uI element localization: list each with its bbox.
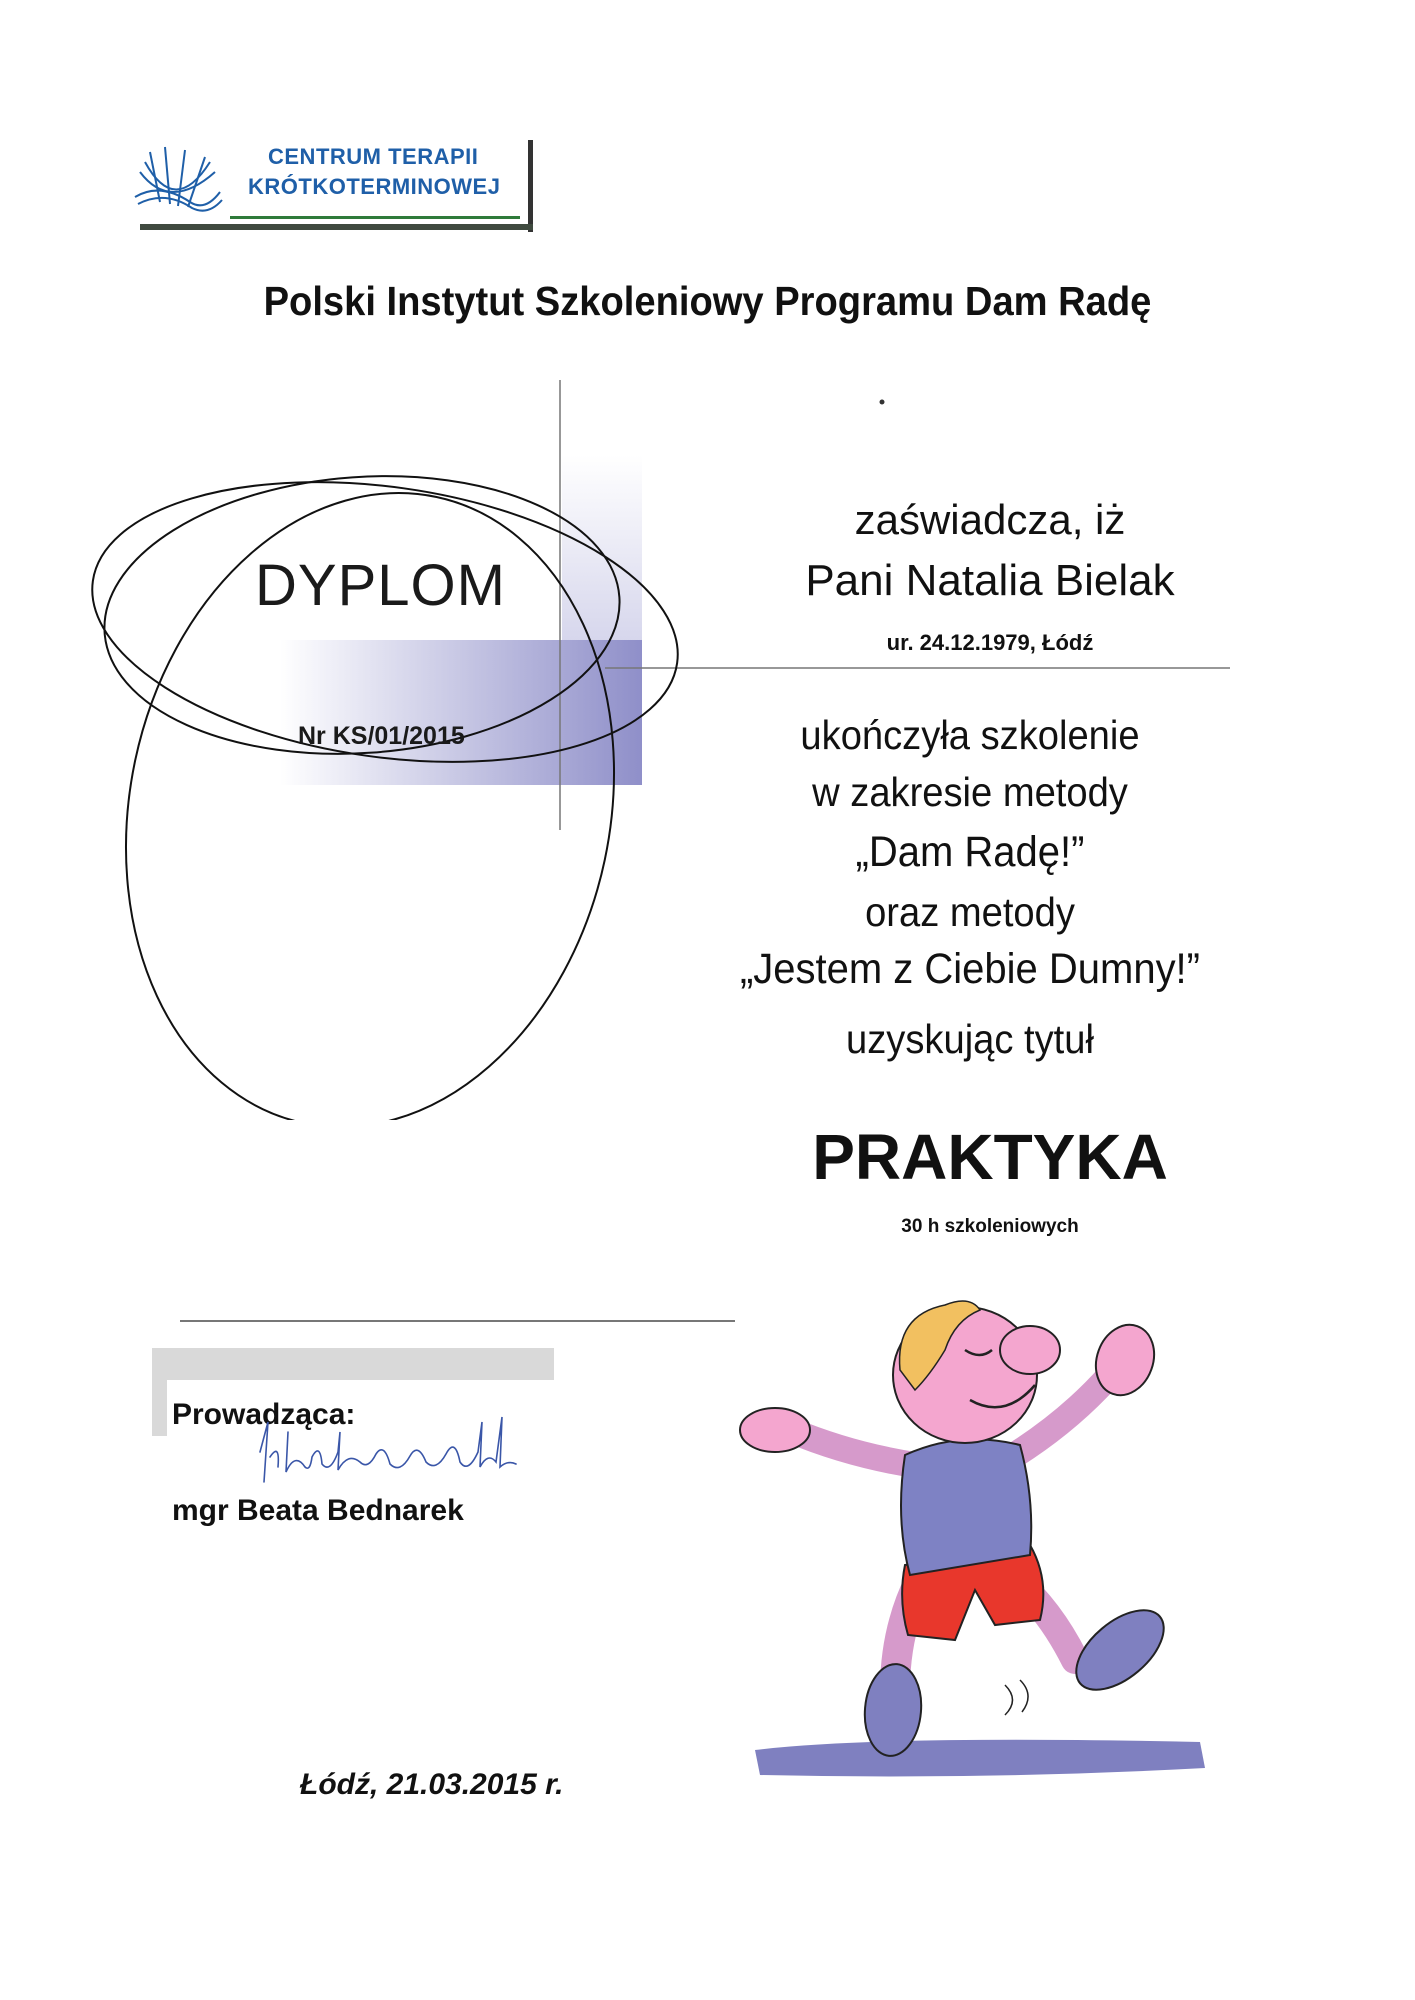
signature-divider (180, 1320, 735, 1322)
instructor-label: Prowadząca: (172, 1398, 356, 1431)
handwritten-signature (250, 1412, 550, 1492)
body-text-line: w zakresie metody (812, 769, 1128, 815)
institute-title: Polski Instytut Szkoleniowy Programu Dam Radę (263, 278, 1152, 324)
decorative-gradient-band (280, 640, 642, 785)
ground-shadow (755, 1740, 1205, 1777)
body-text-line: oraz metody (865, 889, 1075, 935)
logo-frame (528, 140, 533, 232)
birth-info: ur. 24.12.1979, Łódź (886, 630, 1094, 655)
place-date: Łódź, 21.03.2015 r. (300, 1768, 564, 1801)
diploma-label: DYPLOM (255, 553, 506, 618)
method-name: „Dam Radę!” (855, 828, 1085, 876)
logo-text-line2: KRÓTKOTERMINOWEJ (248, 174, 501, 199)
logo-emblem-icon (130, 142, 225, 222)
method-name: „Jestem z Ciebie Dumny!” (739, 945, 1201, 993)
recipient-name: Pani Natalia Bielak (805, 556, 1175, 605)
awarded-title: PRAKTYKA (812, 1121, 1168, 1193)
instructor-name: mgr Beata Bednarek (172, 1494, 464, 1527)
signature-background (152, 1380, 167, 1436)
certifies-text: zaświadcza, iż (854, 496, 1126, 543)
body-text-line: ukończyła szkolenie (800, 712, 1140, 758)
signature-background (152, 1348, 554, 1380)
logo-text-line1: CENTRUM TERAPII (268, 144, 479, 169)
training-hours: 30 h szkoleniowych (901, 1216, 1079, 1237)
logo-frame-accent (230, 216, 520, 219)
cartoon-boy-illustration (730, 1280, 1230, 1780)
decorative-dot (880, 400, 885, 405)
logo-frame (140, 224, 533, 230)
diploma-number: Nr KS/01/2015 (298, 722, 465, 750)
body-text-line: uzyskując tytuł (846, 1016, 1094, 1062)
